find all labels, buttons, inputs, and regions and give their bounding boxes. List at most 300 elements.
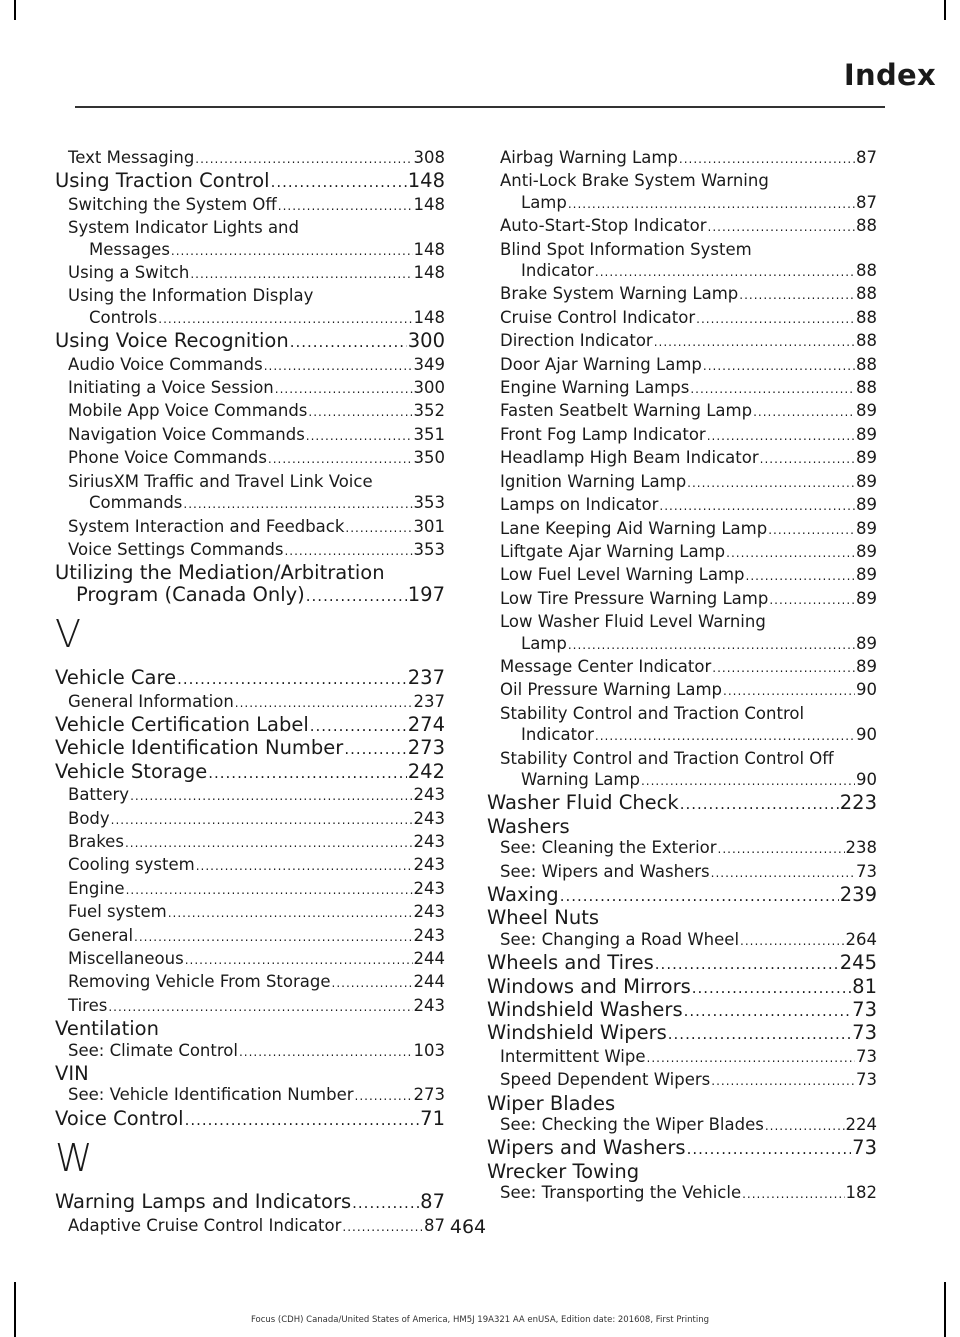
entry-page-number: 264 — [845, 929, 877, 949]
index-subentry[interactable] — [55, 878, 445, 901]
index-entry[interactable] — [55, 1018, 445, 1039]
dot-leader — [171, 239, 413, 262]
index-subentry[interactable] — [487, 192, 877, 215]
entry-label: Brakes — [68, 831, 124, 851]
entry-page-number: 81 — [852, 974, 877, 998]
entry-label: Fuel system — [68, 902, 167, 922]
entry-page-number: 244 — [413, 949, 445, 968]
entry-page-number: 243 — [413, 785, 445, 805]
dot-leader — [268, 447, 413, 470]
entry-label: Lamp — [521, 633, 567, 653]
entry-label: SiriusXM Traffic and Travel Link Voice — [68, 471, 373, 491]
dot-leader — [306, 584, 407, 607]
entry-label: Using the Information Display — [68, 286, 314, 306]
entry-page-number: 88 — [856, 216, 877, 236]
entry-label: Using Voice Recognition — [55, 329, 289, 353]
entry-page-number: 73 — [852, 1136, 877, 1160]
index-subentry[interactable] — [55, 925, 445, 948]
index-subentry[interactable] — [487, 307, 877, 330]
entry-label: Brake System Warning Lamp — [500, 284, 739, 304]
index-subentry[interactable] — [487, 239, 877, 260]
entry-label: System Interaction and Feedback — [68, 516, 345, 536]
index-subentry[interactable] — [55, 492, 445, 515]
entry-page-number: 353 — [413, 493, 445, 513]
dot-leader — [746, 564, 856, 587]
entry-page-number: 273 — [407, 736, 445, 760]
index-subentry[interactable] — [55, 901, 445, 924]
dot-leader — [190, 262, 412, 285]
entry-page-number: 89 — [856, 401, 877, 421]
entry-label: See: Changing a Road Wheel — [500, 929, 740, 949]
entry-label: Battery — [68, 785, 130, 805]
index-subentry[interactable] — [55, 307, 445, 330]
entry-label: System Indicator Lights and — [68, 218, 299, 238]
index-entry[interactable] — [487, 976, 877, 999]
index-entry[interactable] — [55, 1108, 445, 1131]
entry-label: Message Center Indicator — [500, 656, 712, 676]
entry-label: Liftgate Ajar Warning Lamp — [500, 541, 726, 561]
index-entry[interactable] — [487, 816, 877, 837]
dot-leader — [707, 424, 855, 447]
entry-label: See: Cleaning the Exterior — [500, 838, 717, 858]
index-subentry[interactable] — [487, 400, 877, 423]
dot-leader — [687, 1137, 852, 1160]
entry-page-number: 89 — [856, 588, 877, 608]
entry-label: Cruise Control Indicator — [500, 307, 696, 327]
index-subentry[interactable] — [487, 588, 877, 611]
entry-page-number: 88 — [856, 307, 877, 327]
index-subentry[interactable] — [487, 633, 877, 656]
dot-leader — [684, 999, 852, 1022]
page-title: Index — [843, 58, 936, 92]
entry-page-number: 300 — [413, 378, 445, 398]
dot-leader — [275, 377, 413, 400]
dot-leader — [769, 588, 855, 611]
entry-label: Waxing — [487, 883, 559, 906]
entry-label: Voice Settings Commands — [68, 539, 284, 559]
index-subentry[interactable] — [55, 400, 445, 423]
entry-label: Headlamp High Beam Indicator — [500, 448, 759, 468]
entry-page-number: 89 — [856, 495, 877, 515]
dot-leader — [641, 769, 855, 792]
index-subentry[interactable] — [55, 194, 445, 217]
dot-leader — [668, 1022, 851, 1045]
entry-label: Text Messaging — [68, 148, 195, 167]
entry-label: Tires — [68, 995, 108, 1015]
entry-page-number: 148 — [413, 239, 445, 259]
index-entry[interactable] — [55, 714, 445, 737]
index-subentry[interactable] — [487, 1114, 877, 1137]
entry-page-number: 90 — [856, 680, 877, 700]
index-subentry[interactable] — [55, 808, 445, 831]
entry-page-number: 223 — [839, 791, 877, 815]
entry-label: See: Transporting the Vehicle — [500, 1183, 742, 1203]
dot-leader — [158, 307, 412, 330]
index-subentry[interactable] — [55, 1084, 445, 1107]
entry-page-number: 148 — [413, 194, 445, 214]
dot-leader — [740, 929, 844, 952]
index-subentry[interactable] — [55, 831, 445, 854]
index-subentry[interactable] — [487, 377, 877, 400]
dot-leader — [696, 307, 855, 330]
entry-page-number: 73 — [856, 861, 877, 881]
index-subentry[interactable] — [55, 784, 445, 807]
index-subentry[interactable] — [487, 656, 877, 679]
dot-leader — [345, 516, 412, 539]
index-subentry[interactable] — [487, 861, 877, 884]
dot-leader — [306, 424, 413, 447]
entry-label: Anti-Lock Brake System Warning — [500, 171, 769, 191]
index-subentry[interactable] — [487, 1182, 877, 1205]
index-subentry[interactable] — [487, 679, 877, 702]
entry-page-number: 352 — [413, 401, 445, 421]
index-subentry[interactable] — [487, 703, 877, 724]
index-subentry[interactable] — [55, 354, 445, 377]
entry-label: Speed Dependent Wipers — [500, 1070, 711, 1090]
entry-label: Messages — [89, 239, 170, 259]
dot-leader — [690, 377, 855, 400]
dot-leader — [352, 1191, 419, 1214]
entry-label: Vehicle Identification Number — [55, 736, 344, 760]
index-entry[interactable] — [487, 792, 877, 815]
entry-page-number: 351 — [413, 424, 445, 444]
entry-page-number: 245 — [839, 951, 877, 975]
dot-leader — [659, 494, 855, 517]
index-subentry[interactable] — [487, 283, 877, 306]
dot-leader — [177, 667, 407, 690]
index-subentry[interactable] — [487, 929, 877, 952]
entry-page-number: 88 — [856, 261, 877, 281]
entry-label: Lamps on Indicator — [500, 495, 659, 515]
dot-leader — [679, 147, 855, 170]
index-entry[interactable] — [55, 170, 445, 193]
dot-leader — [712, 656, 855, 679]
entry-page-number: 88 — [856, 378, 877, 398]
entry-label: Windshield Washers — [487, 998, 683, 1022]
index-subentry[interactable] — [55, 471, 445, 492]
dot-leader — [703, 354, 855, 377]
index-subentry[interactable] — [487, 748, 877, 769]
entry-page-number: 73 — [852, 998, 877, 1022]
index-entry[interactable] — [55, 1191, 445, 1214]
dot-leader — [134, 925, 412, 948]
dot-leader — [183, 492, 412, 515]
entry-page-number: 87 — [856, 148, 877, 167]
entry-label: Removing Vehicle From Storage — [68, 972, 331, 992]
dot-leader — [290, 330, 407, 353]
index-entry[interactable] — [487, 1093, 877, 1114]
index-subentry[interactable] — [55, 424, 445, 447]
entry-label: Phone Voice Commands — [68, 448, 267, 468]
dot-leader — [344, 737, 406, 760]
crop-mark-bottom-right-v — [944, 1282, 946, 1337]
index-subentry[interactable] — [487, 170, 877, 191]
index-subentry[interactable] — [487, 724, 877, 747]
index-entry[interactable] — [487, 952, 877, 975]
dot-leader — [355, 1084, 413, 1107]
entry-label: Blind Spot Information System — [500, 239, 752, 259]
entry-label: Warning Lamps and Indicators — [55, 1190, 352, 1214]
index-entry[interactable] — [55, 761, 445, 784]
index-subentry[interactable] — [487, 447, 877, 470]
entry-page-number: 237 — [407, 666, 445, 690]
dot-leader — [278, 194, 413, 217]
entry-label: Commands — [89, 493, 183, 513]
dot-leader — [108, 995, 412, 1018]
dot-leader — [753, 400, 855, 423]
index-entry[interactable] — [487, 884, 877, 907]
index-entry[interactable] — [487, 1161, 877, 1182]
dot-leader — [208, 761, 407, 784]
index-subentry[interactable] — [487, 1046, 877, 1069]
dot-leader — [284, 539, 412, 562]
index-subentry[interactable] — [55, 1040, 445, 1063]
entry-label: Direction Indicator — [500, 331, 653, 351]
index-subentry[interactable] — [55, 539, 445, 562]
header-divider — [75, 106, 885, 108]
entry-page-number: 148 — [413, 307, 445, 327]
entry-label: Auto-Start-Stop Indicator — [500, 216, 707, 236]
dot-leader — [111, 808, 413, 831]
dot-leader — [595, 724, 855, 747]
index-subentry[interactable] — [487, 424, 877, 447]
entry-page-number: 87 — [420, 1190, 445, 1214]
entry-page-number: 90 — [856, 725, 877, 745]
entry-page-number: 242 — [407, 759, 445, 783]
entry-label: Low Fuel Level Warning Lamp — [500, 565, 745, 585]
dot-leader — [310, 714, 407, 737]
entry-label: Windows and Mirrors — [487, 974, 691, 998]
dot-leader — [235, 691, 413, 714]
index-entry[interactable] — [55, 737, 445, 760]
entry-page-number: 89 — [856, 541, 877, 561]
entry-label: Initiating a Voice Session — [68, 378, 274, 398]
dot-leader — [692, 976, 851, 999]
dot-leader — [332, 971, 413, 994]
dot-leader — [595, 260, 855, 283]
index-subentry[interactable] — [55, 447, 445, 470]
entry-label: Lane Keeping Aid Warning Lamp — [500, 518, 768, 538]
dot-leader — [655, 952, 839, 975]
index-subentry[interactable] — [55, 262, 445, 285]
entry-label: Low Tire Pressure Warning Lamp — [500, 588, 769, 608]
entry-label: See: Wipers and Washers — [500, 861, 710, 881]
dot-leader — [726, 541, 855, 564]
entry-page-number: 89 — [856, 471, 877, 491]
entry-page-number: 237 — [413, 691, 445, 711]
dot-leader — [739, 283, 855, 306]
dot-leader — [718, 837, 845, 860]
entry-label: Adaptive Cruise Control Indicator — [68, 1215, 342, 1235]
entry-page-number: 88 — [856, 354, 877, 374]
index-entry[interactable] — [55, 667, 445, 690]
index-subentry[interactable] — [487, 147, 877, 170]
entry-page-number: 148 — [407, 169, 445, 193]
entry-label: Wheels and Tires — [487, 951, 654, 975]
dot-leader — [568, 192, 855, 215]
page-number: 464 — [449, 1216, 487, 1238]
entry-label: Body — [68, 808, 110, 828]
index-subentry[interactable] — [487, 837, 877, 860]
edition-note: Focus (CDH) Canada/United States of America, HM5J 19A321 AA enUSA, Edition date: 201608, First Printing — [250, 1315, 710, 1325]
entry-label: Using a Switch — [68, 263, 190, 283]
dot-leader — [760, 447, 855, 470]
dot-leader — [711, 1069, 855, 1092]
entry-page-number: 89 — [856, 565, 877, 585]
dot-leader — [654, 330, 855, 353]
index-subentry[interactable] — [55, 217, 445, 238]
dot-leader — [742, 1182, 844, 1205]
entry-label: Fasten Seatbelt Warning Lamp — [500, 401, 753, 421]
index-subentry[interactable] — [487, 1069, 877, 1092]
index-subentry[interactable] — [55, 516, 445, 539]
index-entry[interactable] — [55, 562, 445, 583]
index-subentry[interactable] — [55, 971, 445, 994]
dot-leader — [560, 884, 839, 907]
index-section-letter: V — [55, 612, 81, 657]
entry-page-number: 243 — [413, 995, 445, 1015]
entry-page-number: 243 — [413, 878, 445, 898]
entry-page-number: 88 — [856, 331, 877, 351]
index-column-right — [487, 147, 877, 1206]
entry-page-number: 300 — [407, 329, 445, 353]
index-subentry[interactable] — [55, 377, 445, 400]
crop-mark-top-left-v — [14, 0, 16, 20]
entry-label: Program (Canada Only) — [76, 582, 305, 606]
entry-label: Windshield Wipers — [487, 1021, 667, 1045]
entry-page-number: 73 — [852, 1021, 877, 1045]
dot-leader — [308, 400, 412, 423]
entry-page-number: 243 — [413, 831, 445, 851]
entry-page-number: 273 — [413, 1085, 445, 1105]
dot-leader — [568, 633, 855, 656]
entry-label: Controls — [89, 307, 158, 327]
entry-page-number: 243 — [413, 808, 445, 828]
entry-page-number: 71 — [420, 1106, 445, 1130]
entry-label: Washer Fluid Check — [487, 791, 679, 815]
entry-label: Ignition Warning Lamp — [500, 471, 687, 491]
entry-label: Voice Control — [55, 1106, 184, 1130]
dot-leader — [647, 1046, 855, 1069]
index-subentry[interactable] — [55, 285, 445, 306]
index-subentry[interactable] — [487, 260, 877, 283]
entry-page-number: 308 — [413, 148, 445, 167]
index-column-left — [55, 147, 445, 1238]
index-subentry[interactable] — [55, 239, 445, 262]
dot-leader — [711, 861, 855, 884]
entry-page-number: 73 — [856, 1046, 877, 1066]
index-subentry[interactable] — [487, 494, 877, 517]
dot-leader — [196, 854, 413, 877]
entry-page-number: 353 — [413, 539, 445, 559]
entry-label: Ventilation — [55, 1017, 159, 1041]
entry-label: Indicator — [521, 261, 594, 281]
entry-page-number: 87 — [424, 1215, 445, 1235]
entry-label: Oil Pressure Warning Lamp — [500, 680, 723, 700]
entry-label: Using Traction Control — [55, 169, 270, 193]
crop-mark-top-right-v — [944, 0, 946, 20]
entry-page-number: 89 — [856, 518, 877, 538]
dot-leader — [126, 878, 413, 901]
dot-leader — [239, 1040, 413, 1063]
entry-label: Engine Warning Lamps — [500, 378, 690, 398]
entry-label: Wiper Blades — [487, 1091, 616, 1115]
entry-label: Wrecker Towing — [487, 1159, 640, 1183]
entry-label: Miscellaneous — [68, 949, 184, 968]
index-subentry[interactable] — [487, 471, 877, 494]
dot-leader — [765, 1114, 845, 1137]
entry-page-number: 224 — [845, 1115, 877, 1135]
entry-label: Low Washer Fluid Level Warning — [500, 612, 766, 632]
index-entry[interactable] — [487, 907, 877, 928]
dot-leader — [687, 471, 855, 494]
dot-leader — [168, 901, 413, 924]
crop-mark-bottom-left-v — [14, 1282, 16, 1337]
dot-leader — [185, 1108, 420, 1131]
index-subentry[interactable] — [487, 541, 877, 564]
entry-label: General Information — [68, 691, 234, 711]
index-entry[interactable] — [487, 1137, 877, 1160]
dot-leader — [271, 170, 407, 193]
entry-label: Mobile App Voice Commands — [68, 401, 308, 421]
entry-page-number: 243 — [413, 925, 445, 945]
dot-leader — [708, 215, 856, 238]
entry-label: Lamp — [521, 192, 567, 212]
index-entry[interactable] — [487, 999, 877, 1022]
index-entry[interactable] — [55, 330, 445, 353]
index-subentry[interactable] — [487, 354, 877, 377]
entry-page-number: 243 — [413, 855, 445, 875]
index-subentry[interactable] — [55, 995, 445, 1018]
index-subentry[interactable] — [487, 611, 877, 632]
index-subentry[interactable] — [487, 215, 877, 238]
index-subentry[interactable] — [55, 147, 445, 170]
entry-label: See: Checking the Wiper Blades — [500, 1115, 764, 1135]
index-subentry[interactable] — [55, 691, 445, 714]
index-entry[interactable] — [55, 1063, 445, 1084]
entry-page-number: 89 — [856, 424, 877, 444]
dot-leader — [723, 679, 855, 702]
dot-leader — [185, 948, 413, 971]
index-subentry[interactable] — [487, 564, 877, 587]
index-subentry[interactable] — [55, 948, 445, 971]
entry-label: See: Climate Control — [68, 1040, 238, 1060]
entry-page-number: 89 — [856, 633, 877, 653]
index-entry[interactable] — [55, 584, 445, 607]
entry-page-number: 87 — [856, 192, 877, 212]
dot-leader — [680, 792, 839, 815]
entry-label: Audio Voice Commands — [68, 354, 263, 374]
index-section-letter: W — [55, 1136, 93, 1181]
entry-label: See: Vehicle Identification Number — [68, 1085, 354, 1105]
entry-page-number: 89 — [856, 656, 877, 676]
index-subentry[interactable] — [487, 769, 877, 792]
index-entry[interactable] — [487, 1022, 877, 1045]
entry-page-number: 243 — [413, 902, 445, 922]
entry-label: Stability Control and Traction Control — [500, 703, 805, 723]
entry-page-number: 148 — [413, 263, 445, 283]
entry-page-number: 103 — [413, 1040, 445, 1060]
dot-leader — [130, 784, 412, 807]
entry-page-number: 350 — [413, 448, 445, 468]
index-subentry[interactable] — [55, 854, 445, 877]
entry-page-number: 349 — [413, 354, 445, 374]
index-subentry[interactable] — [487, 330, 877, 353]
entry-page-number: 238 — [845, 838, 877, 858]
index-subentry[interactable] — [487, 518, 877, 541]
entry-label: Intermittent Wipe — [500, 1046, 646, 1066]
entry-page-number: 274 — [407, 712, 445, 736]
